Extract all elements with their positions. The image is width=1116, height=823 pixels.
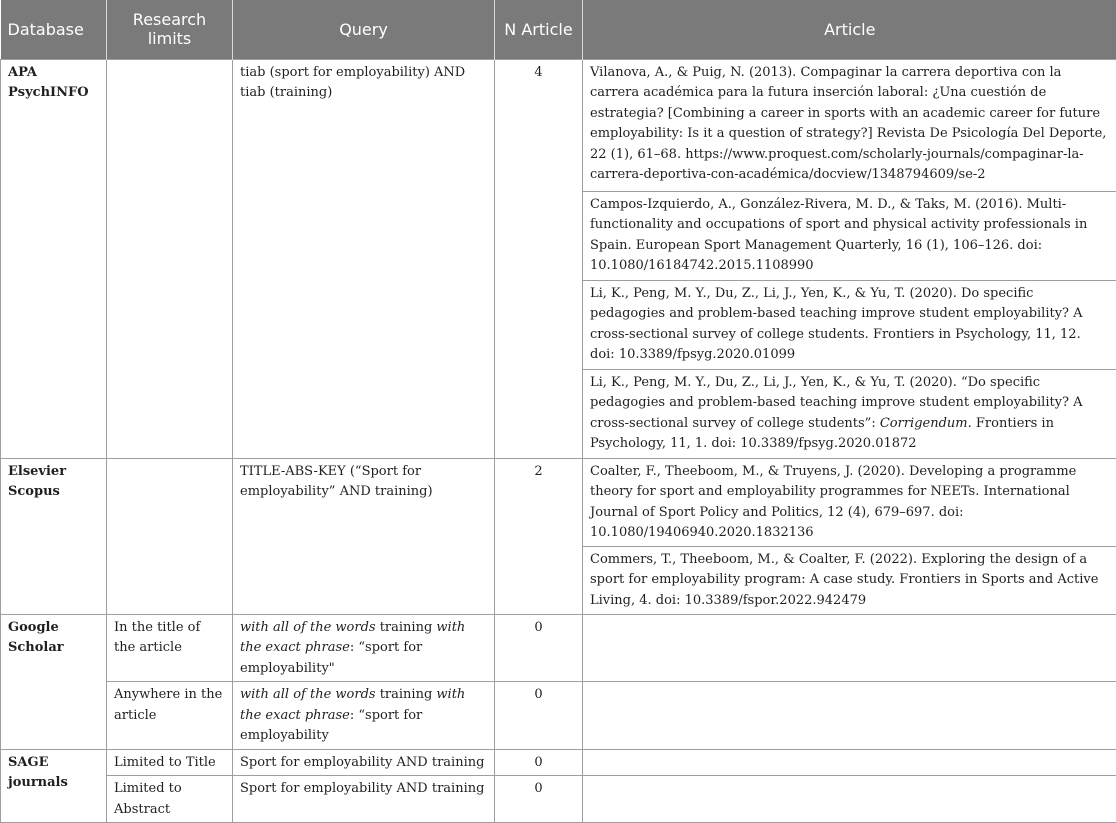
n-article-cell: 0 bbox=[495, 776, 583, 823]
article-cell: Li, K., Peng, M. Y., Du, Z., Li, J., Yen, K., & Yu, T. (2020). Do specific pedagogies and problem-based teaching improve student employability? A cross-sectional survey of college students. Frontiers in Psychology, 11, 12. doi: 10.3389/fpsyg.2020.01099 bbox=[583, 280, 1116, 369]
table-row bbox=[1, 749, 1116, 776]
article-cell: Campos-Izquierdo, A., González-Rivera, M. D., & Taks, M. (2016). Multi-functionality and occupations of sport and physical activity professionals in Spain. European Sport Management Quarterly, 16 (1), 106–126. doi: 10.1080/16184742.2015.1108990 bbox=[583, 191, 1116, 280]
table-row bbox=[1, 776, 1116, 823]
query-cell: tiab (sport for employability) AND tiab (training) bbox=[233, 59, 495, 458]
article-cell: Vilanova, A., & Puig, N. (2013). Compaginar la carrera deportiva con la carrera académica para la futura inserción laboral: ¿Una cuestión de estrategia? [Combining a career in sports with an academic career for future employability: Is it a question of strategy?] Revista De Psicología Del Deporte, 22 (1), 61–68. https://www.proquest.com/scholarly-journals/compaginar-la-carrera-deportiva-con-académica/docview/1348794609/se-2 bbox=[583, 59, 1116, 191]
query-cell bbox=[233, 614, 495, 682]
n-article-cell: 2 bbox=[495, 458, 583, 614]
table-row bbox=[1, 458, 1116, 546]
database-cell: Google Scholar bbox=[1, 614, 107, 749]
header-n-article: N Article bbox=[495, 0, 583, 59]
table-row bbox=[1, 614, 1116, 682]
article-cell: Commers, T., Theeboom, M., & Coalter, F. (2022). Exploring the design of a sport for employability program: A case study. Frontiers in Sports and Active Living, 4. doi: 10.3389/fspor.2022.942479 bbox=[583, 546, 1116, 614]
article-emphasis: Corrigendum bbox=[880, 416, 968, 431]
query-emphasis: with the exact phrase bbox=[240, 687, 465, 723]
n-article-cell: 4 bbox=[495, 59, 583, 458]
limits-cell: Limited to Title bbox=[107, 749, 233, 776]
query-emphasis: with all of the words bbox=[240, 620, 376, 635]
limits-cell bbox=[107, 458, 233, 614]
header-article: Article bbox=[583, 0, 1116, 59]
query-text: training bbox=[376, 620, 437, 635]
database-cell: APA PsychINFO bbox=[1, 59, 107, 458]
table-row bbox=[1, 682, 1116, 750]
query-cell bbox=[233, 682, 495, 750]
limits-cell bbox=[107, 59, 233, 458]
article-cell bbox=[583, 614, 1116, 682]
article-text: . Frontiers in Psychology, 11, 1. doi: 10.3389/fpsyg.2020.01872 bbox=[590, 416, 1054, 452]
n-article-cell: 0 bbox=[495, 682, 583, 750]
database-cell: SAGE journals bbox=[1, 749, 107, 823]
table-row bbox=[1, 59, 1116, 191]
article-cell bbox=[583, 776, 1116, 823]
query-cell: TITLE-ABS-KEY (“Sport for employability” AND training) bbox=[233, 458, 495, 614]
query-cell: Sport for employability AND training bbox=[233, 749, 495, 776]
query-text: : “sport for employability" bbox=[240, 640, 422, 676]
query-text: training bbox=[376, 687, 437, 702]
query-emphasis: with the exact phrase bbox=[240, 620, 465, 656]
header-database: Database bbox=[1, 0, 107, 59]
query-cell: Sport for employability AND training bbox=[233, 776, 495, 823]
n-article-cell: 0 bbox=[495, 614, 583, 682]
limits-cell: In the title of the article bbox=[107, 614, 233, 682]
article-cell bbox=[583, 749, 1116, 776]
header-query: Query bbox=[233, 0, 495, 59]
article-cell: Coalter, F., Theeboom, M., & Truyens, J. (2020). Developing a programme theory for sport and employability programmes for NEETs. International Journal of Sport Policy and Politics, 12 (4), 679–697. doi: 10.1080/19406940.2020.1832136 bbox=[583, 458, 1116, 546]
query-emphasis: with all of the words bbox=[240, 687, 376, 702]
query-text: : “sport for employability bbox=[240, 708, 422, 744]
n-article-cell: 0 bbox=[495, 749, 583, 776]
article-text: Li, K., Peng, M. Y., Du, Z., Li, J., Yen, K., & Yu, T. (2020). “Do specific pedagogies and problem-based teaching improve student employability? A cross-sectional survey of college students”: bbox=[590, 375, 1083, 431]
article-cell bbox=[583, 682, 1116, 750]
header-research-limits: Research limits bbox=[107, 0, 233, 59]
header-row bbox=[1, 0, 1116, 59]
database-cell: Elsevier Scopus bbox=[1, 458, 107, 614]
limits-cell: Anywhere in the article bbox=[107, 682, 233, 750]
article-cell bbox=[583, 369, 1116, 458]
limits-cell: Limited to Abstract bbox=[107, 776, 233, 823]
